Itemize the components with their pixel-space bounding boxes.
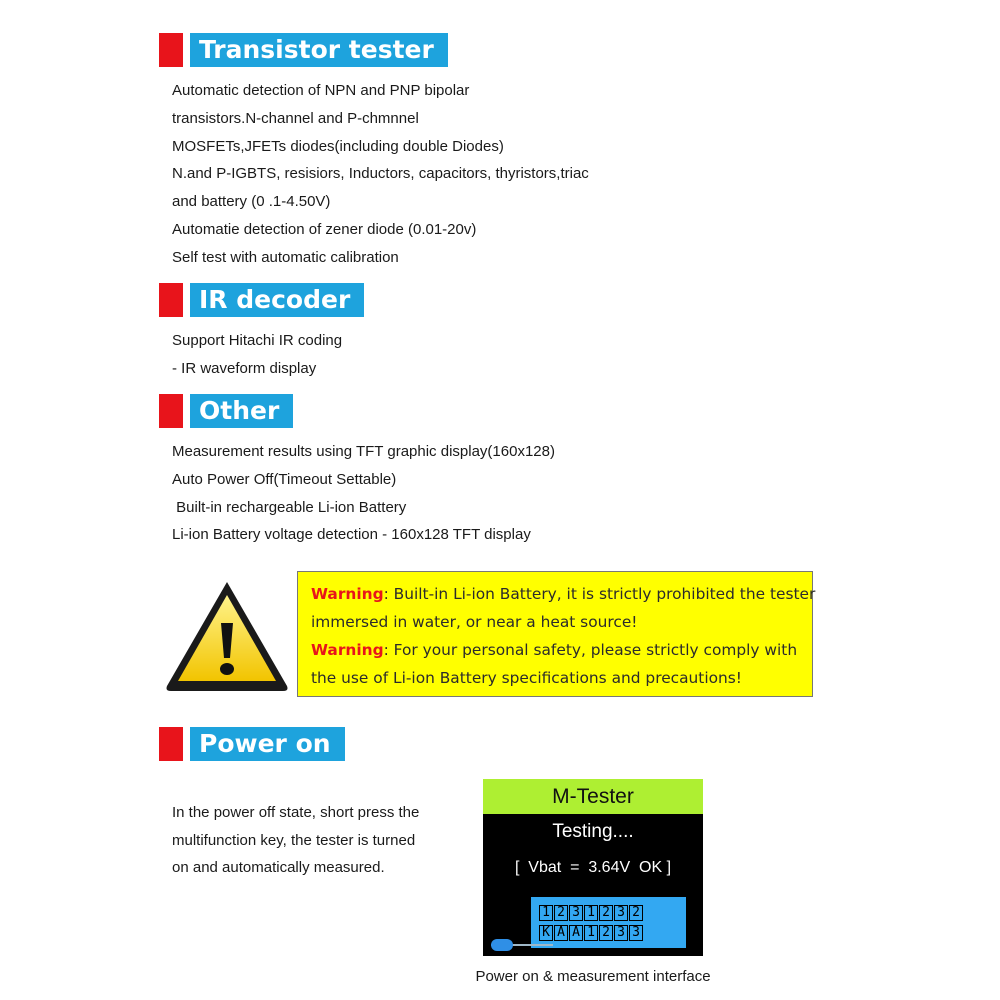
ir-decoder-features	[172, 327, 342, 383]
power-on-description	[172, 799, 419, 882]
symbol-cell: 2	[554, 905, 568, 921]
symbol-cell: A	[569, 925, 583, 941]
feature-line: N.and P-IGBTS, resisiors, Inductors, capacitors, thyristors,triac	[172, 165, 589, 183]
section-title: Other	[190, 394, 293, 428]
battery-voltage-readout: [ Vbat = 3.64V OK ]	[514, 859, 672, 876]
description-line: multifunction key, the tester is turned	[172, 831, 416, 849]
feature-line: Automatic detection of NPN and PNP bipolar	[172, 82, 470, 99]
feature-line: - IR waveform display	[172, 359, 317, 377]
description-line: In the power off state, short press the	[172, 804, 420, 821]
description-line: on and automatically measured.	[172, 859, 385, 876]
warning-line: immersed in water, or near a heat source!	[311, 613, 638, 631]
progress-bar	[491, 938, 553, 951]
symbol-cell: A	[554, 925, 568, 941]
screen-status: Testing....	[552, 821, 634, 842]
warning-line: the use of Li-ion Battery specifications and precautions!	[311, 669, 742, 687]
header-red-marker	[159, 727, 183, 761]
symbol-panel	[531, 897, 686, 948]
symbol-cell: 1	[539, 905, 553, 921]
symbol-cell: 1	[584, 925, 598, 941]
warning-box	[297, 571, 816, 697]
warning-label: Warning	[311, 641, 384, 659]
symbol-cell: 2	[599, 925, 613, 941]
header-red-marker	[159, 394, 183, 428]
feature-line: Measurement results using TFT graphic display(160x128)	[172, 443, 555, 460]
warning-line	[311, 636, 802, 664]
warning-text: : Built-in Li-ion Battery, it is strictly prohibited the tester	[383, 585, 816, 603]
header-red-marker	[159, 33, 183, 67]
header-red-marker	[159, 283, 183, 317]
feature-line: Self test with automatic calibration	[172, 248, 399, 266]
feature-line: transistors.N-channel and P-chmnnel	[172, 109, 419, 127]
section-title: Power on	[190, 727, 345, 761]
warning-triangle-icon	[163, 578, 291, 694]
tester-screen	[483, 779, 703, 956]
feature-line: Built-in rechargeable Li-ion Battery	[172, 498, 407, 516]
warning-text: : For your personal safety, please strictly comply with	[383, 641, 798, 659]
symbol-cell: 2	[599, 905, 613, 921]
symbol-cell: 3	[614, 925, 628, 941]
symbol-cell: 3	[614, 905, 628, 921]
progress-knob	[491, 939, 513, 951]
feature-line: and battery (0 .1-4.50V)	[172, 193, 331, 211]
screen-caption: Power on & measurement interface	[475, 968, 711, 985]
feature-line: Li-ion Battery voltage detection - 160x128 TFT display	[172, 526, 531, 544]
feature-line: Support Hitachi IR coding	[172, 332, 343, 349]
symbol-row-1	[539, 905, 644, 921]
symbol-row-2	[539, 925, 644, 941]
transistor-tester-features	[172, 77, 589, 272]
symbol-cell: 3	[629, 925, 643, 941]
other-features	[172, 438, 555, 549]
symbol-cell: K	[539, 925, 553, 941]
section-title: Transistor tester	[190, 33, 448, 67]
feature-line: Automatie detection of zener diode (0.01-20v)	[172, 220, 477, 238]
symbol-cell: 1	[584, 905, 598, 921]
symbol-cell: 2	[629, 905, 643, 921]
symbol-cell: 3	[569, 905, 583, 921]
warning-label: Warning	[311, 585, 384, 603]
feature-line: MOSFETs,JFETs diodes(including double Diodes)	[172, 137, 504, 155]
screen-title: M-Tester	[483, 779, 703, 814]
section-title: IR decoder	[190, 283, 364, 317]
warning-line	[311, 580, 816, 608]
feature-line: Auto Power Off(Timeout Settable)	[172, 470, 397, 488]
